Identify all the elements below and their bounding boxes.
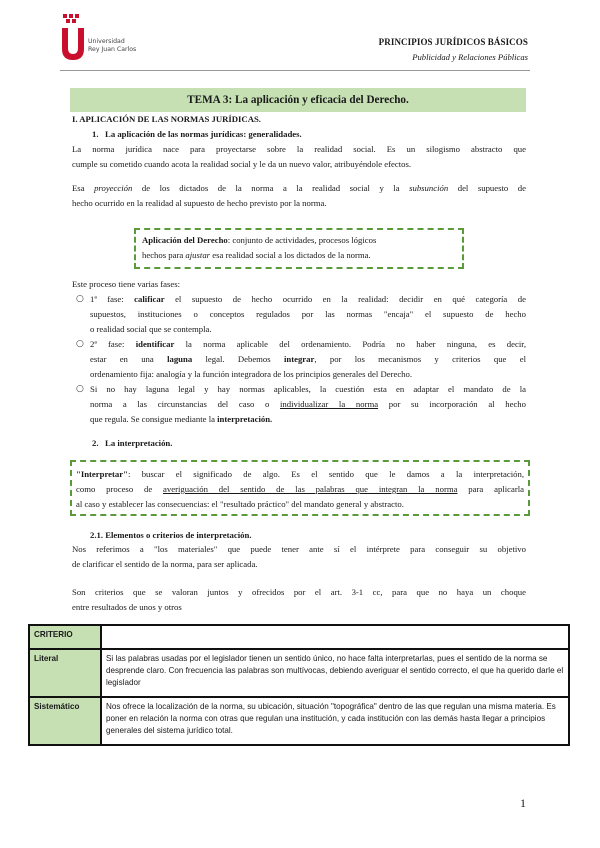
phase-3-line-1: Si no hay laguna legal y hay normas aplicables, la cuestión esta en adaptar el mandato de la <box>90 384 526 394</box>
page-number: 1 <box>520 796 526 810</box>
paragraph-2-line-2: hecho ocurrido en la realidad al supuesto de hecho previsto por la norma. <box>72 198 327 208</box>
phase-2-line-2: estar en una laguna legal. Debemos integrar, por los mecanismos y criterios que el <box>90 354 526 364</box>
topic-title: TEMA 3: La aplicación y eficacia del Derecho. <box>70 88 526 112</box>
section-heading: I. APLICACIÓN DE LAS NORMAS JURÍDICAS. <box>72 114 261 124</box>
definition-box-aplicacion-line-1: Aplicación del Derecho: conjunto de actividades, procesos lógicos <box>142 235 377 245</box>
paragraph-4-line-2: entre resultados de unos y otros <box>72 602 182 612</box>
logo-line-1: Universidad <box>88 38 125 45</box>
subsection-1-heading <box>92 127 302 142</box>
table-row-criterion: Sistemático <box>29 697 101 745</box>
phase-1-line-2: supuestos, instituciones o conceptos regulados por las normas "encaja" el supuesto de hecho <box>90 309 526 319</box>
table-header-empty-cell <box>101 625 569 649</box>
header-divider <box>60 70 530 71</box>
phases-intro: Este proceso tiene varias fases: <box>72 279 181 289</box>
definition-box-interpretar-line-3: al caso y establecer las consecuencias: el "resultado práctico" del mandato general y abstracto. <box>76 499 404 509</box>
definition-box-interpretar-line-1: "Interpretar": buscar el significado de algo. Es el sentido que le damos a la interpretación, <box>76 469 524 479</box>
definition-box-interpretar-line-2: como proceso de averiguación del sentido de las palabras que integran la norma para aplicarla <box>76 484 524 494</box>
paragraph-3-line-1: Nos referimos a "los materiales" que puede tener ante sí el intérprete para conseguir su objetivo <box>72 544 526 554</box>
course-title: PRINCIPIOS JURÍDICOS BÁSICOS <box>378 37 528 47</box>
bullet-circle-icon: ○ <box>76 294 84 304</box>
criteria-table <box>28 624 570 746</box>
subsection-2-title: La interpretación. <box>105 438 173 448</box>
table-header-cell: CRITERIO <box>29 625 101 649</box>
subsection-2-heading <box>92 436 172 451</box>
course-subtitle: Publicidad y Relaciones Públicas <box>412 52 528 62</box>
phase-2-line-3: ordenamiento fija: analogía y la función integradora de los principios generales del Derecho. <box>90 369 413 379</box>
definition-box-aplicacion-line-2: hechos para ajustar esa realidad social a los dictados de la norma. <box>142 250 371 260</box>
table-row <box>29 697 569 745</box>
paragraph-4-line-1: Son criterios que se valoran juntos y ofrecidos por el art. 3-1 cc, para que no haya un choque <box>72 587 526 597</box>
table-row <box>29 649 569 697</box>
phase-1-line-3: o realidad social que se contempla. <box>90 324 212 334</box>
paragraph-1-line-2: cumple su cometido cuando acota la realidad social y le da un nuevo valor, atribuyéndole efectos. <box>72 159 412 169</box>
table-row-description: Si las palabras usadas por el legislador tienen un sentido único, no hace falta interpretarlas, pues el sentido de la norma se desprende claro. Con frecuencia las palabras son multívocas, debiendo averiguar el sentido correcto, el que ha querido darle el legislador <box>101 649 569 697</box>
university-logo <box>60 14 150 64</box>
paragraph-3-line-2: de clarificar el sentido de la norma, para ser aplicada. <box>72 559 258 569</box>
phase-2-line-1: 2ª fase: identificar la norma aplicable del ordenamiento. Podría no haber ninguna, es decir, <box>90 339 526 349</box>
table-row-criterion: Literal <box>29 649 101 697</box>
paragraph-2-line-1: Esa proyección de los dictados de la norma a la realidad social y la subsunción del supuesto de <box>72 183 526 193</box>
subsection-2-1-heading: 2.1. Elementos o criterios de interpretación. <box>90 530 252 540</box>
table-header-row <box>29 625 569 649</box>
bullet-circle-icon: ○ <box>76 384 84 394</box>
phase-3-line-3: que regula. Se consigue mediante la interpretación. <box>90 414 273 424</box>
subsection-2-number: 2. <box>92 438 99 448</box>
table-row-description: Nos ofrece la localización de la norma, su ubicación, situación "topográfica" dentro de las que regulan una misma materia. Es poner en relación la norma con otras que regulan una institución, y cada institución con las demás hasta llegar a principios generales del sistema jurídico total. <box>101 697 569 745</box>
paragraph-1-line-1: La norma jurídica nace para proyectarse sobre la realidad social. Es un silogismo abstracto que <box>72 144 526 154</box>
university-logo-icon <box>60 14 88 62</box>
subsection-1-title: La aplicación de las normas jurídicas: generalidades. <box>105 129 302 139</box>
logo-line-2: Rey Juan Carlos <box>88 46 137 53</box>
phase-1-line-1: 1ª fase: calificar el supuesto de hecho ocurrido en la realidad: decidir en qué categoría de <box>90 294 526 304</box>
phase-3-line-2: norma a las circunstancias del caso o individualizar la norma por su incorporación al hecho <box>90 399 526 409</box>
subsection-1-number: 1. <box>92 129 99 139</box>
bullet-circle-icon: ○ <box>76 339 84 349</box>
